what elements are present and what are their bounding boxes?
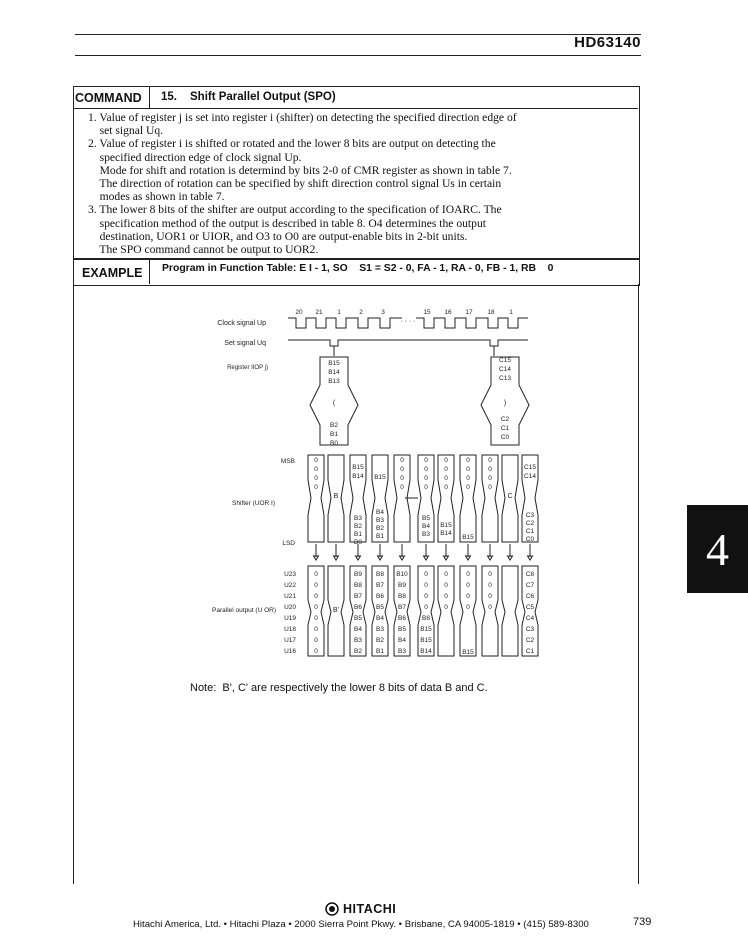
- output-bit: B4: [398, 637, 406, 644]
- output-bit: 0: [314, 571, 318, 578]
- output-bit: B8: [354, 582, 362, 589]
- command-line: 3. The lower 8 bits of the shifter are output according to the specification of IOARC. The: [88, 203, 502, 217]
- output-zero: 0: [444, 571, 448, 578]
- output-zero: 0: [488, 582, 492, 589]
- output-bit: 0: [424, 604, 428, 611]
- output-bit: B1: [376, 648, 384, 655]
- output-bit: C6: [525, 593, 535, 600]
- output-bit: 0: [314, 637, 318, 644]
- output-row-label: U19: [284, 615, 296, 622]
- output-bit: C1: [525, 648, 535, 655]
- shifter-bit: B5: [422, 515, 430, 522]
- output-bit: 0: [424, 571, 428, 578]
- register-c-bit: C2: [500, 416, 510, 423]
- footer-brand: [325, 902, 396, 916]
- shifter-label: Shifter (UOR I): [232, 500, 275, 507]
- parallel-output-label: Parallel output (U OR): [212, 607, 276, 614]
- output-bit: B15: [462, 649, 474, 656]
- shifter-zero: 0: [488, 484, 492, 491]
- output-bit: B7: [398, 604, 406, 611]
- clock-number: 17: [465, 309, 473, 316]
- command-line: specified direction edge of clock signal Up.: [88, 150, 302, 164]
- shifter-bit: C0: [525, 536, 535, 543]
- page-number: 739: [633, 916, 652, 928]
- diagram-note: Note: B', C' are respectively the lower 8 bits of data B and C.: [190, 682, 488, 694]
- example-label: EXAMPLE: [82, 266, 143, 280]
- command-line: destination, UOR1 or UIOR, and O3 to O0 are output-enable bits in 2-bit units.: [88, 229, 468, 243]
- output-bit: C2: [525, 637, 535, 644]
- shifter-zero: 0: [314, 484, 318, 491]
- shifter-zero: 0: [424, 475, 428, 482]
- shifter-bit: B14: [440, 530, 452, 537]
- lsb-label: LSD: [282, 540, 295, 547]
- output-row-label: U18: [284, 626, 296, 633]
- shifter-bit: C3: [525, 512, 535, 519]
- output-bit: B2: [376, 637, 384, 644]
- shifter-zero: 0: [314, 475, 318, 482]
- shifter-bit: B3: [354, 515, 362, 522]
- output-bprime: B': [332, 607, 340, 614]
- shifter-zero: 0: [424, 484, 428, 491]
- register-label: Register IIOP j): [227, 365, 268, 371]
- output-column: [502, 566, 518, 656]
- shifter-zero: 0: [488, 466, 492, 473]
- shifter-zero: 0: [424, 457, 428, 464]
- footer-address: Hitachi America, Ltd. • Hitachi Plaza • 2000 Sierra Point Pkwy. • Brisbane, CA 94005-1819 • (415) 589-8300: [133, 919, 589, 930]
- shifter-bit: B2: [354, 523, 362, 530]
- register-c-bit: C1: [500, 425, 510, 432]
- register-b-bit: B13: [328, 378, 340, 385]
- output-zero: 0: [466, 604, 470, 611]
- output-bit: B8: [398, 593, 406, 600]
- set-waveform: [288, 340, 528, 346]
- part-number: HD63140: [574, 34, 641, 51]
- output-row-label: U16: [284, 648, 296, 655]
- output-bit: B5: [398, 626, 406, 633]
- output-bit: B2: [354, 648, 362, 655]
- output-bit: B6: [398, 615, 406, 622]
- shifter-bit: B3: [376, 517, 384, 524]
- clock-number: 1: [509, 309, 513, 316]
- output-bit: B4: [354, 626, 362, 633]
- output-bit: 0: [314, 626, 318, 633]
- shifter-zero: 0: [444, 475, 448, 482]
- footer-brand-name: HITACHI: [343, 902, 397, 916]
- command-line: The SPO command cannot be output to UOR2.: [88, 243, 319, 257]
- shifter-bit: C15: [524, 464, 536, 471]
- output-bit: B7: [354, 593, 362, 600]
- output-column: [460, 566, 476, 656]
- shifter-bit: B3: [422, 531, 430, 538]
- output-bit: B6: [376, 593, 384, 600]
- output-bit: B8: [376, 571, 384, 578]
- output-bit: B15: [420, 626, 432, 633]
- command-label: COMMAND: [75, 91, 142, 105]
- section-tab-marker: 4: [687, 505, 748, 593]
- register-b-gap: (: [332, 400, 336, 407]
- shifter-zero: 0: [444, 457, 448, 464]
- register-c-bit: C14: [499, 366, 511, 373]
- shifter-bit: B1: [376, 533, 384, 540]
- command-line: Mode for shift and rotation is determind by bits 2-0 of CMR register as shown in table 7.: [88, 163, 512, 177]
- command-number: 15.: [161, 91, 177, 103]
- clock-number: 18: [487, 309, 495, 316]
- clock-number: 16: [444, 309, 452, 316]
- register-c-bit: C15: [499, 357, 511, 364]
- register-b-bit: B14: [328, 369, 340, 376]
- shifter-bit: B1: [354, 531, 362, 538]
- shifter-zero: 0: [444, 466, 448, 473]
- command-line: 2. Value of register i is shifted or rotated and the lower 8 bits are output on detecting the: [88, 137, 496, 151]
- register-c-bit: C0: [500, 434, 510, 441]
- clock-number: 15: [423, 309, 431, 316]
- output-bit: B7: [376, 582, 384, 589]
- output-row-label: U23: [284, 571, 296, 578]
- example-program: Program in Function Table: E I - 1, SO S1 = S2 - 0, FA - 1, RA - 0, FB - 1, RB 0: [162, 263, 554, 274]
- command-line: set signal Uq.: [88, 124, 164, 138]
- output-bit: 0: [314, 604, 318, 611]
- shifter-bit: B0: [354, 539, 362, 546]
- shifter-zero: 0: [314, 457, 318, 464]
- shifter-bit: C1: [525, 528, 535, 535]
- clock-number: 20: [295, 309, 303, 316]
- output-bit: 0: [314, 615, 318, 622]
- shifter-mid: C: [507, 493, 513, 500]
- command-line: modes as shown in table 7.: [88, 190, 225, 204]
- output-bit: B3: [398, 648, 406, 655]
- output-bit: B10: [396, 571, 408, 578]
- shifter-zero: 0: [314, 466, 318, 473]
- output-bit: C4: [525, 615, 535, 622]
- msb-label: MSB: [280, 458, 295, 465]
- clock-number: 1: [337, 309, 341, 316]
- output-bit: C8: [525, 571, 535, 578]
- output-bit: B8: [422, 615, 430, 622]
- command-line: 1. Value of register j is set into register i (shifter) on detecting the specified direction edge of: [88, 111, 517, 124]
- output-bit: B3: [354, 637, 362, 644]
- output-bit: B5: [354, 615, 362, 622]
- shifter-zero: 0: [488, 457, 492, 464]
- output-zero: 0: [466, 571, 470, 578]
- output-zero: 0: [466, 593, 470, 600]
- shifter-zero: 0: [400, 484, 404, 491]
- output-column: [482, 566, 498, 656]
- shifter-zero: 0: [444, 484, 448, 491]
- register-b-bit: B15: [328, 360, 340, 367]
- shifter-zero: 0: [466, 457, 470, 464]
- clock-number: 3: [381, 309, 385, 316]
- shifter-zero: 0: [466, 466, 470, 473]
- shifter-mid: B: [333, 493, 339, 500]
- output-row-label: U20: [284, 604, 296, 611]
- output-zero: 0: [488, 593, 492, 600]
- output-row-label: U21: [284, 593, 296, 600]
- shifter-zero: 0: [424, 466, 428, 473]
- output-bit: 0: [314, 648, 318, 655]
- clock-signal-label: Clock signal Up: [217, 320, 266, 327]
- output-bit: B14: [420, 648, 432, 655]
- output-bit: C3: [525, 626, 535, 633]
- command-title: Shift Parallel Output (SPO): [190, 91, 336, 103]
- output-zero: 0: [466, 582, 470, 589]
- output-bit: B6: [354, 604, 362, 611]
- register-b-bit: B0: [330, 440, 338, 447]
- output-bit: C7: [525, 582, 535, 589]
- register-b-bit: B1: [330, 431, 338, 438]
- output-bit: C5: [525, 604, 535, 611]
- clock-number: 2: [359, 309, 363, 316]
- hitachi-logo-icon: [325, 902, 339, 916]
- output-zero: 0: [488, 571, 492, 578]
- output-column: [438, 566, 454, 656]
- shifter-bit: B15: [462, 534, 474, 541]
- shifter-bit: B15: [374, 474, 386, 481]
- output-row-label: U22: [284, 582, 296, 589]
- shifter-zero: 0: [466, 484, 470, 491]
- output-bit: B3: [376, 626, 384, 633]
- output-bit: B15: [420, 637, 432, 644]
- shifter-zero: 0: [466, 475, 470, 482]
- shifter-zero: 0: [400, 475, 404, 482]
- shifter-bit: B4: [422, 523, 430, 530]
- shifter-bit: B14: [352, 473, 364, 480]
- output-bit: B4: [376, 615, 384, 622]
- register-b-bit: B2: [330, 422, 338, 429]
- shifter-bit: B4: [376, 509, 384, 516]
- set-signal-label: Set signal Uq: [224, 340, 266, 347]
- output-bit: B9: [354, 571, 362, 578]
- output-zero: 0: [444, 604, 448, 611]
- output-zero: 0: [444, 582, 448, 589]
- shifter-zero: 0: [488, 475, 492, 482]
- shifter-bit: B2: [376, 525, 384, 532]
- shifter-bit: B15: [440, 522, 452, 529]
- clock-gap: · · · ·: [400, 318, 416, 325]
- output-bit: B9: [398, 582, 406, 589]
- output-zero: 0: [488, 604, 492, 611]
- output-bit: 0: [314, 582, 318, 589]
- output-zero: 0: [444, 593, 448, 600]
- output-bit: B5: [376, 604, 384, 611]
- shifter-zero: 0: [400, 457, 404, 464]
- command-line: specification method of the output is described in table 8. O4 determines the output: [88, 216, 486, 230]
- output-row-label: U17: [284, 637, 296, 644]
- output-bit: 0: [424, 582, 428, 589]
- shifter-bit: C2: [525, 520, 535, 527]
- register-c-bit: C13: [499, 375, 511, 382]
- clock-number: 21: [315, 309, 323, 316]
- output-bit: 0: [424, 593, 428, 600]
- output-bit: 0: [314, 593, 318, 600]
- command-line: The direction of rotation can be specified by shift direction control signal Us in certain: [88, 177, 502, 191]
- shifter-bit: C14: [524, 473, 536, 480]
- shifter-zero: 0: [400, 466, 404, 473]
- register-c-gap: ): [503, 400, 507, 407]
- shifter-bit: B15: [352, 464, 364, 471]
